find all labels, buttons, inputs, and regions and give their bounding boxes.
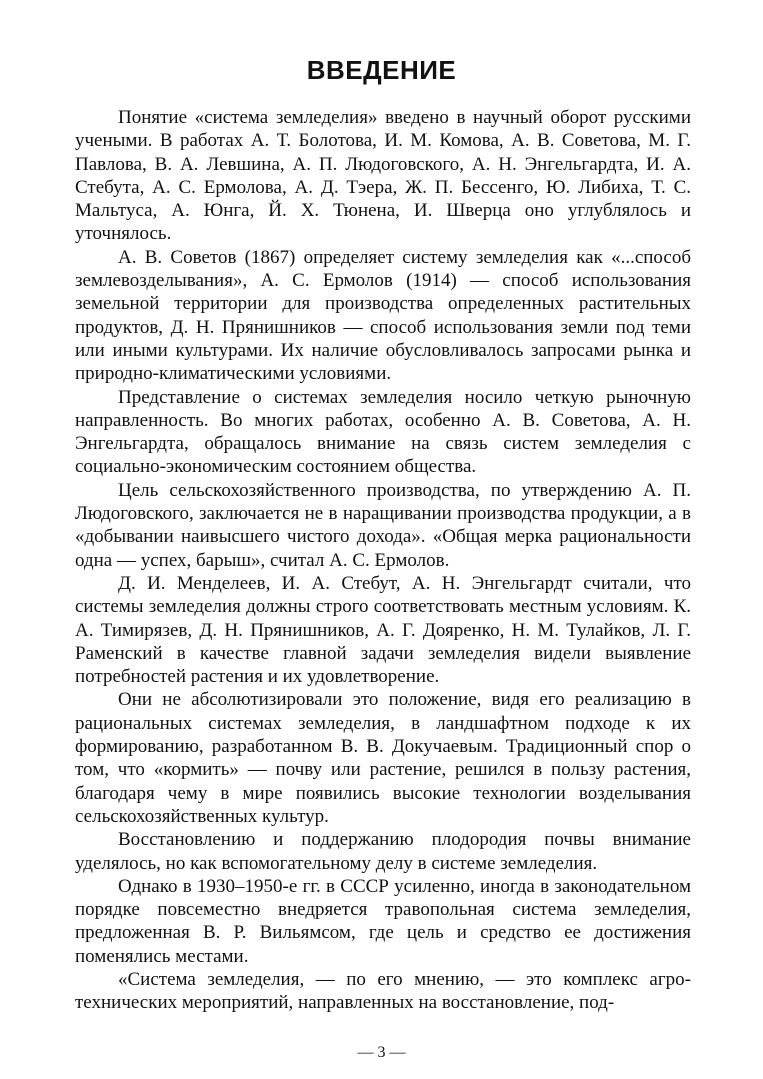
paragraph-3: Представление о системах земледелия носило четкую рыночную направленность. Во многих работах, особенно А. В. Советова, А. Н. Энгельгардта, обращалось внимание на связь систем земледелия с социально-экономическим состоянием общества.	[75, 386, 691, 478]
paragraph-4: Цель сельскохозяйственного производства, по утверждению А. П. Людоговского, заключается не в наращивании производства продукции, а в «добывании наивысшего чистого дохода». «Общая мерка рациональности одна — успех, барыш», считал А. С. Ермолов.	[75, 479, 691, 571]
paragraph-9: «Система земледелия, — по его мнению, — это комплекс агротехнических мероприятий, направленных на восстановление, под-	[75, 968, 691, 1014]
page-number: — 3 —	[357, 1044, 406, 1061]
paragraph-8: Однако в 1930–1950-е гг. в СССР усиленно, иногда в законодательном порядке повсеместно внедряется травопольная система земледелия, предложенная В. Р. Вильямсом, где цель и средство ее достижения поменялись местами.	[75, 875, 691, 967]
paragraph-7: Восстановлению и поддержанию плодородия почвы внимание уделялось, но как вспомогательному делу в системе земледелия.	[75, 829, 691, 874]
body-text	[75, 106, 691, 1015]
paragraph-2: А. В. Советов (1867) определяет систему земледелия как «...способ землевозделывания», А. С. Ермолов (1914) — способ использования земельной территории для производства определенных растительных продуктов, Д. Н. Прянишников — способ использования земли под теми или иными культурами. Их наличие обусловливалось запросами рынка и природно-климатическими условиями.	[75, 246, 691, 385]
paragraph-5: Д. И. Менделеев, И. А. Стебут, А. Н. Энгельгардт считали, что системы земледелия должны строго соответствовать местным условиям. К. А. Тимирязев, Д. Н. Прянишников, А. Г. Дояренко, Н. М. Тулайков, Л. Г. Раменский в качестве главной задачи земледелия видели выявление потребностей растения и их удовлетворение.	[75, 572, 691, 688]
paragraph-1: Понятие «система земледелия» введено в научный оборот русскими учеными. В работах А. Т. Болотова, И. М. Комова, А. В. Советова, М. Г. Павлова, В. А. Левшина, А. П. Людоговского, А. Н. Энгельгардта, И. А. Стебута, А. С. Ермолова, А. Д. Тэера, Ж. П. Бессенго, Ю. Либиха, Т. С. Мальтуса, А. Юнга, Й. Х. Тюнена, И. Шверца оно углублялось и уточнялось.	[75, 107, 691, 245]
paragraph-6: Они не абсолютизировали это положение, видя его реализацию в рациональных системах земледелия, в ландшафтном подходе к их формированию, разработанном В. В. Докучаевым. Традиционный спор о том, что «кормить» — почву или растение, решился в пользу растения, благодаря чему в мире появились высокие технологии возделывания сельскохозяйственных культур.	[75, 689, 691, 827]
chapter-heading: ВВЕДЕНИЕ	[306, 55, 457, 85]
